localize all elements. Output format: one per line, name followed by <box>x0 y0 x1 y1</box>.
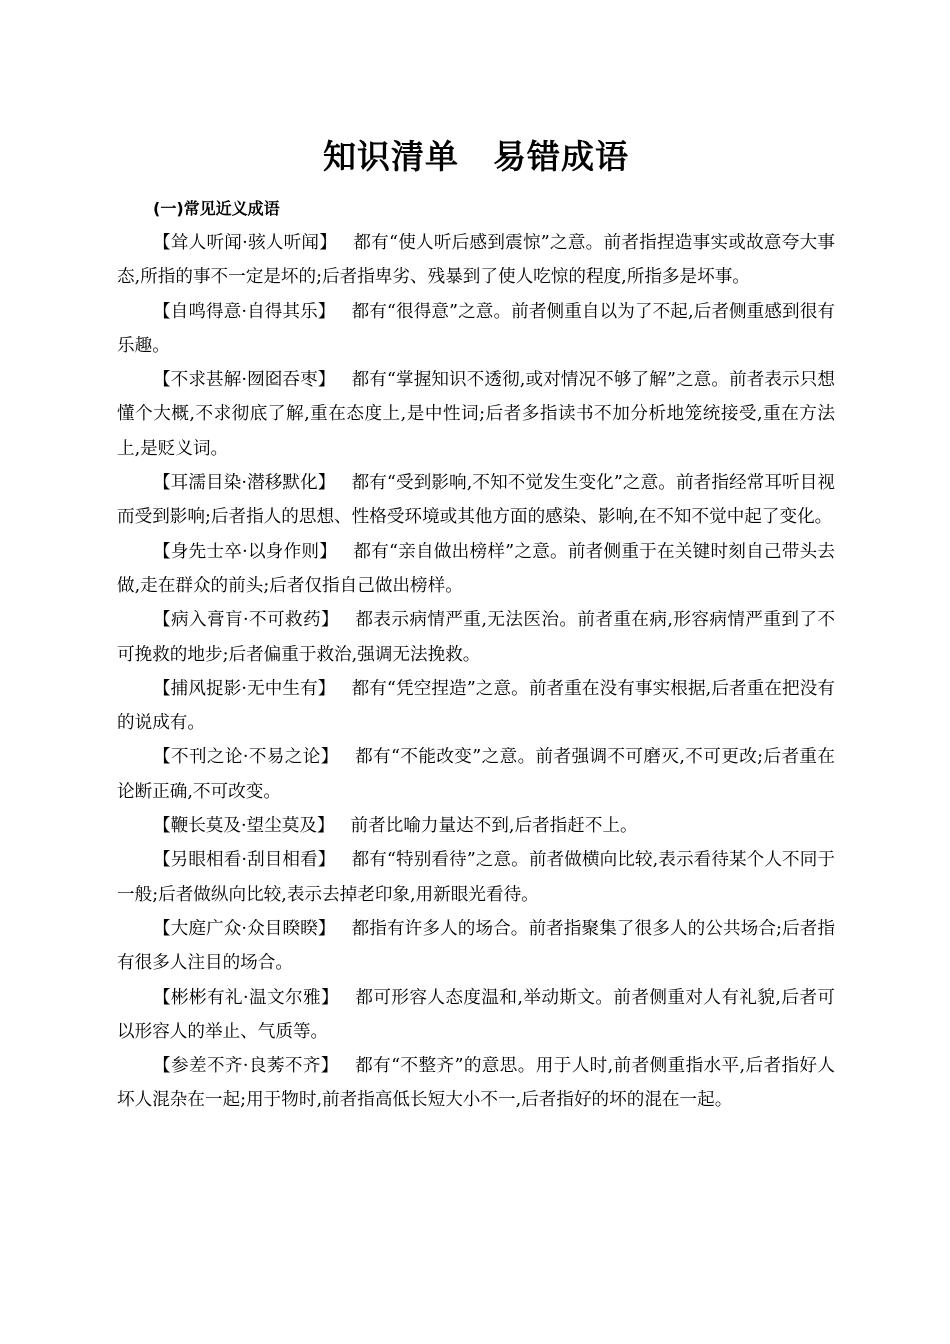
idiom-entry <box>117 740 835 809</box>
idiom-explanation: 都有“使人听后感到震惊”之意。前者指捏造事实或故意夸大事态,所指的事不一定是坏的;后者指卑劣、残暴到了使人吃惊的程度,所指多是坏事。 <box>117 233 836 288</box>
idiom-explanation: 都有“凭空捏造”之意。前者重在没有事实根据,后者重在把没有的说成有。 <box>117 678 835 734</box>
idiom-term: 【不刊之论·不易之论】 <box>153 747 339 768</box>
idiom-term: 【耳濡目染·潜移默化】 <box>153 473 336 494</box>
idiom-explanation: 前者比喻力量达不到,后者指赶不上。 <box>350 816 638 837</box>
idiom-term: 【彬彬有礼·温文尔雅】 <box>153 987 339 1008</box>
idiom-entry <box>117 603 835 672</box>
idiom-entry <box>117 672 835 741</box>
idiom-entry <box>117 912 835 981</box>
idiom-explanation: 都指有许多人的场合。前者指聚集了很多人的公共场合;后者指有很多人注目的场合。 <box>117 918 836 974</box>
idiom-term: 【参差不齐·良莠不齐】 <box>153 1056 339 1077</box>
idiom-term: 【耸人听闻·骇人听闻】 <box>153 233 338 253</box>
idiom-entry <box>117 1049 835 1118</box>
idiom-term: 【大庭广众·众目睽睽】 <box>153 918 336 939</box>
document-title: 知识清单 易错成语 <box>323 137 629 176</box>
idiom-explanation: 都有“掌握知识不透彻,或对情况不够了解”之意。前者表示只想懂个大概,不求彻底了解,重在态度上,是中性词;后者多指读书不加分析地笼统接受,重在方法上,是贬义词。 <box>117 370 835 459</box>
idiom-entry <box>117 843 835 912</box>
idiom-explanation: 都表示病情严重,无法医治。前者重在病,形容病情严重到了不可挽救的地步;后者偏重于救治,强调无法挽救。 <box>117 610 835 665</box>
idiom-entry <box>117 226 835 295</box>
idiom-entry <box>117 809 835 843</box>
idiom-entry <box>117 466 835 535</box>
idiom-term: 【病入膏肓·不可救药】 <box>153 610 339 631</box>
idiom-explanation: 都有“亲自做出榜样”之意。前者侧重于在关键时刻自己带头去做,走在群众的前头;后者仅指自己做出榜样。 <box>117 541 836 596</box>
idiom-explanation: 都有“特别看待”之意。前者做横向比较,表示看待某个人不同于一般;后者做纵向比较,表示去掉老印象,用新眼光看待。 <box>117 850 835 905</box>
idiom-explanation: 都可形容人态度温和,举动斯文。前者侧重对人有礼貌,后者可以形容人的举止、气质等。 <box>117 987 835 1042</box>
idiom-entry <box>117 295 835 364</box>
idiom-term: 【不求甚解·囫囵吞枣】 <box>153 370 336 391</box>
idiom-entry <box>117 363 835 466</box>
idiom-term: 【鞭长莫及·望尘莫及】 <box>153 816 335 837</box>
section-title: (一)常见近义成语 <box>153 199 280 218</box>
idiom-explanation: 都有“很得意”之意。前者侧重自以为了不起,后者侧重感到很有乐趣。 <box>117 301 835 356</box>
idiom-explanation: 都有“受到影响,不知不觉发生变化”之意。前者指经常耳听目视而受到影响;后者指人的思想、性格受环境或其他方面的感染、影响,在不知不觉中起了变化。 <box>117 473 835 528</box>
idiom-term: 【另眼相看·刮目相看】 <box>153 850 336 871</box>
idiom-term: 【捕风捉影·无中生有】 <box>153 678 336 699</box>
idiom-explanation: 都有“不整齐”的意思。用于人时,前者侧重指水平,后者指好人坏人混杂在一起;用于物时,前者指高低长短大小不一,后者指好的坏的混在一起。 <box>117 1056 835 1111</box>
idiom-entry <box>117 981 835 1050</box>
idiom-term: 【身先士卒·以身作则】 <box>153 541 338 562</box>
idiom-entry <box>117 535 835 604</box>
idiom-term: 【自鸣得意·自得其乐】 <box>153 301 336 322</box>
document-page <box>117 132 835 1118</box>
idiom-explanation: 都有“不能改变”之意。前者强调不可磨灭,不可更改;后者重在论断正确,不可改变。 <box>117 747 835 802</box>
